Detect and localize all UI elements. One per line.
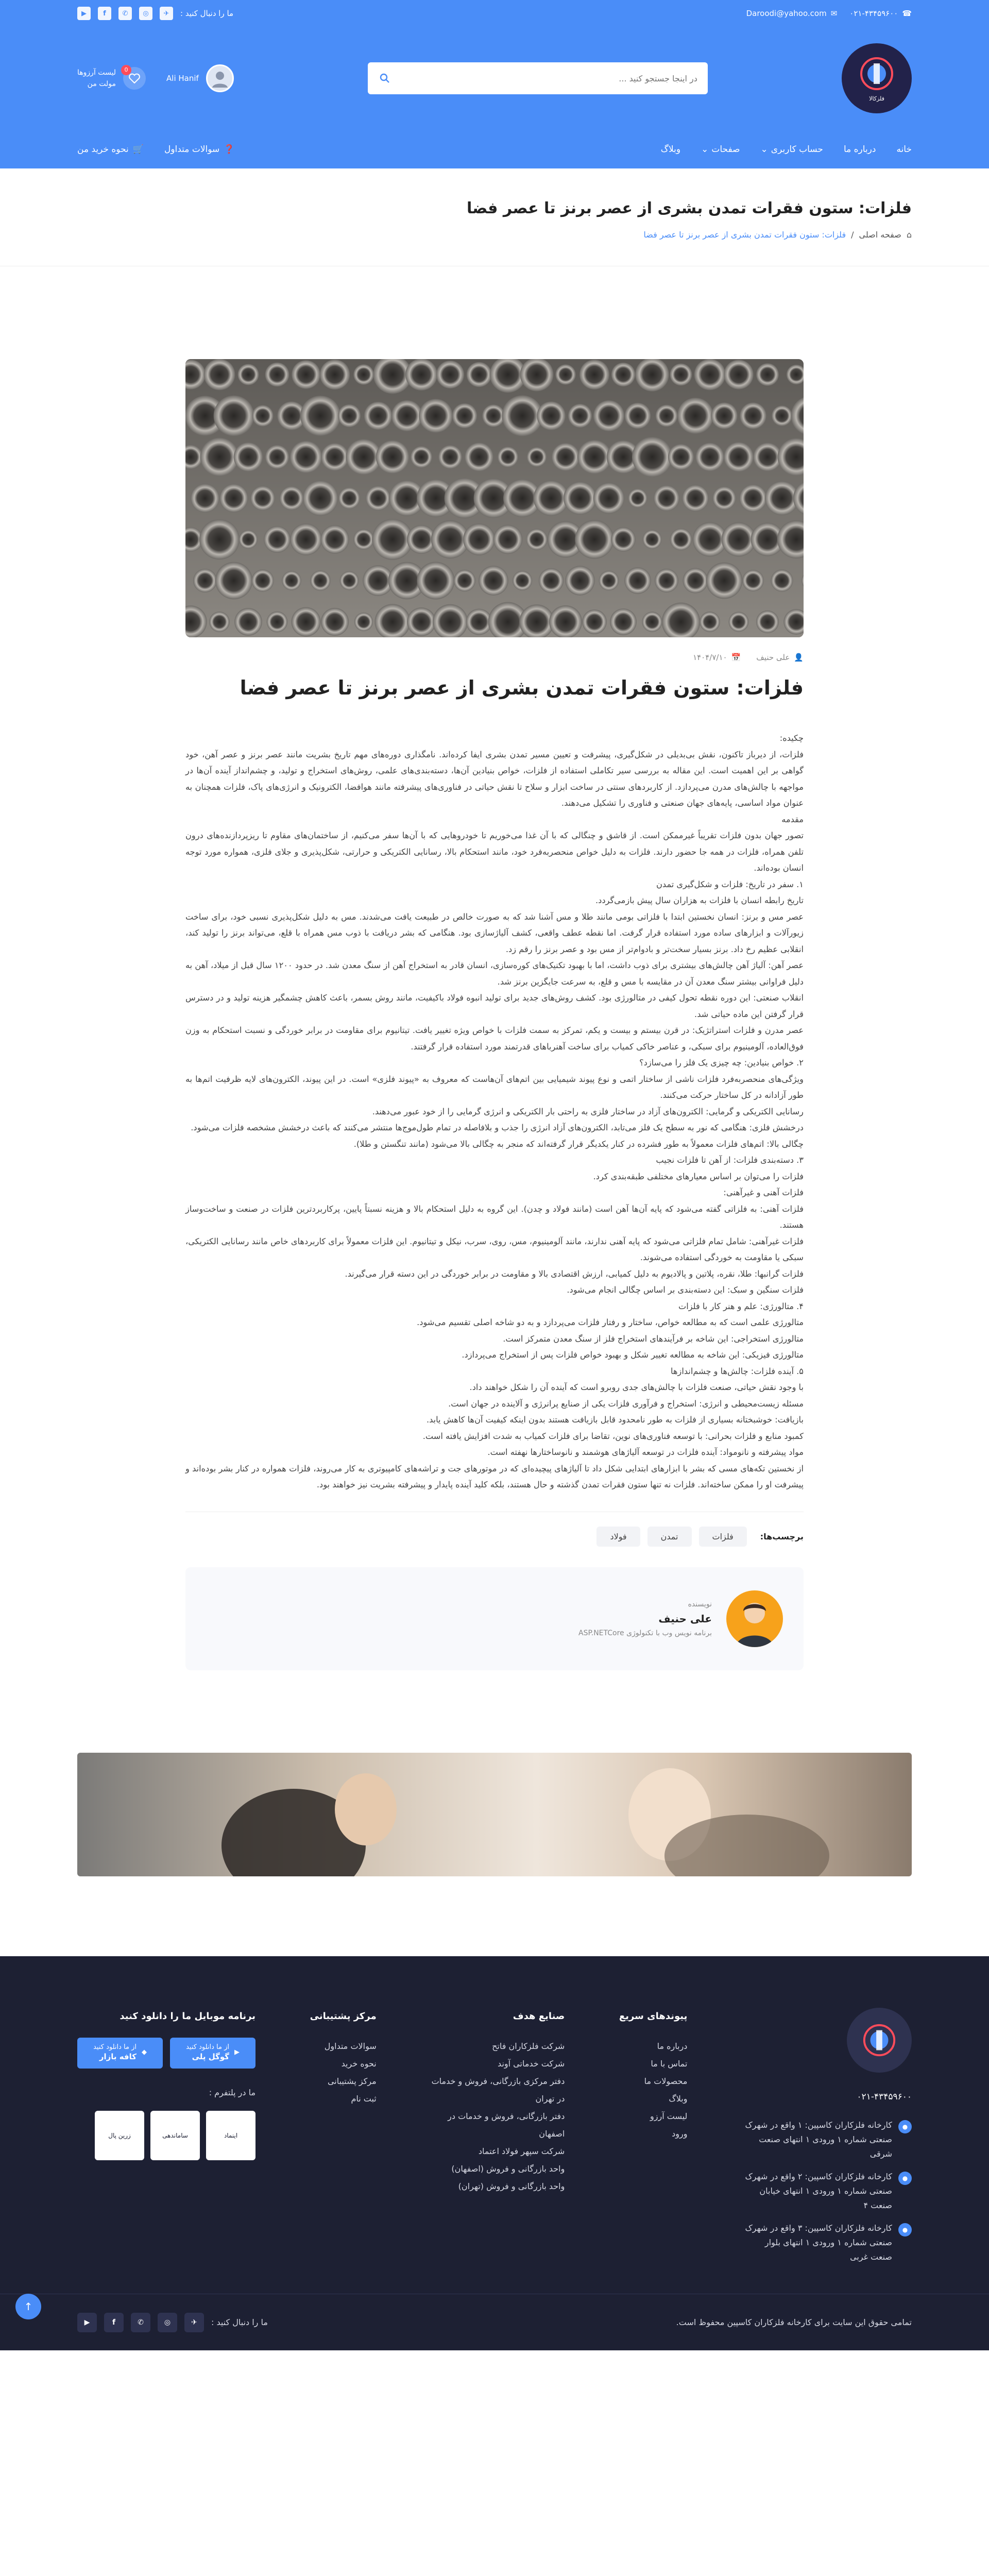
article-meta	[185, 653, 804, 662]
pipe-end	[338, 487, 360, 509]
location-icon: ●	[898, 2120, 912, 2133]
pipe-end	[191, 484, 219, 513]
footer-phone[interactable]: ۰۲۱-۴۳۴۵۹۶۰۰	[857, 2091, 912, 2102]
footer-link[interactable]: محصولات ما	[644, 2076, 688, 2086]
footer-support	[310, 2008, 377, 2273]
pipe-end	[463, 523, 495, 555]
footer-app-title: برنامه موبایل ما را دانلود کنید	[120, 2010, 256, 2022]
pipe-end	[655, 569, 678, 592]
article-paragraph: کمبود منابع و فلزات بحرانی: با توسعه فناوری‌های نوین، تقاضا برای فلزات کمیاب به شدت افزایش یافته است.	[422, 1431, 804, 1441]
pipe-end	[250, 486, 275, 511]
pipe-end	[354, 613, 373, 631]
article-date-text: ۱۴۰۴/۷/۱۰	[693, 653, 727, 662]
pipe-end	[695, 443, 724, 471]
article-paragraph: تصور جهان بدون فلزات تقریباً غیرممکن است. از قاشق و چنگالی که با آن غذا می‌خوریم تا خودروهایی که با آن‌ها سفر می‌کنیم، از ساختمان‌های مقاوم تا ریزپردازنده‌های درون تلفن همراه، فلزات در همه جا حضور دارند. فلزات به دلیل خواص منحصربه‌فرد خود، مانند استحکام بالا، رسانایی الکتریکی و حرارتی، شکل‌پذیری و جلای فلزی، همواره مورد توجه انسان بوده‌اند.	[185, 831, 804, 873]
footer-industry-title: صنایع هدف	[513, 2010, 565, 2022]
pipe-end	[610, 608, 637, 635]
article-paragraph: مسئله زیست‌محیطی و انرژی: استخراج و فرآوری فلزات یکی از صنایع پرانرژی و آلاینده در جهان است.	[448, 1398, 804, 1409]
nav-home[interactable]	[896, 144, 912, 155]
tag-item[interactable]: فولاد	[596, 1527, 640, 1547]
pipe-end	[479, 566, 508, 596]
pipe-end	[407, 607, 436, 636]
app-btn-big: کافه بازار	[99, 2052, 137, 2061]
chevron-down-icon: ⌄	[701, 144, 709, 155]
pipe-end	[290, 441, 322, 473]
logo-text: فلزکالا	[869, 95, 884, 102]
article-paragraph: فلزات سنگین و سبک: این دسته‌بندی بر اساس چگالی انجام می‌شود.	[567, 1285, 804, 1295]
article-paragraph: فلزات غیرآهنی: شامل تمام فلزاتی می‌شود که پایه آهنی ندارند، مانند آلومینیوم، مس، روی، سرب، نیکل و تیتانیوم. این فلزات معمولاً برای کاربردهای خاص مانند رسانایی الکتریکی، سبکی یا مقاومت به خوردگی استفاده می‌شوند.	[185, 1236, 804, 1262]
tag-item[interactable]: تمدن	[647, 1527, 692, 1547]
whatsapp-icon[interactable]: ✆	[131, 2313, 150, 2332]
youtube-icon[interactable]: ▶	[77, 7, 91, 20]
article-paragraph: فلزات آهنی: به فلزاتی گفته می‌شود که پایه آن‌ها آهن است (مانند فولاد و چدن). این گروه به دلیل استحکام بالا و هزینه نسبتاً پایین، پرکاربردترین فلزات در صنعت و ساخت‌وساز هستند.	[185, 1204, 804, 1230]
pipe-end	[264, 526, 291, 553]
footer-address	[742, 2170, 912, 2213]
pipe-end	[677, 398, 713, 434]
nav-faq[interactable]	[164, 144, 234, 155]
page-title: فلزات: ستون فقرات تمدن بشری از عصر برنز تا عصر فضا	[466, 199, 912, 217]
pipe-end	[582, 609, 607, 634]
wishlist[interactable]	[77, 67, 146, 90]
top-email[interactable]	[746, 9, 838, 18]
tags-label: برچسب‌ها:	[760, 1531, 804, 1541]
author-info	[578, 1600, 712, 1637]
pipe-end	[265, 363, 289, 387]
pipe-end	[654, 485, 679, 511]
pipe-end	[417, 562, 454, 599]
trust-badges	[77, 2111, 255, 2160]
instagram-icon[interactable]: ◎	[158, 2313, 177, 2332]
user-avatar	[206, 64, 234, 92]
pipe-end	[310, 570, 331, 591]
article-paragraph: ۴. متالورژی: علم و هنر کار با فلزات	[678, 1301, 804, 1311]
calendar-icon: 📅	[731, 653, 741, 662]
arrow-up-icon: ↑	[24, 2300, 33, 2313]
article-paragraph: متالورژی علمی است که به مطالعه خواص، ساختار و رفتار فلزات می‌پردازد و به دو شاخه اصلی تقسیم می‌شود.	[417, 1317, 804, 1327]
chevron-down-icon: ⌄	[760, 144, 768, 155]
nav-order[interactable]	[77, 144, 144, 155]
enamad-badge[interactable]: اینماد	[206, 2111, 255, 2160]
pipe-end	[526, 529, 548, 550]
tag-item[interactable]: فلزات	[699, 1527, 747, 1547]
footer-link[interactable]: مرکز پشتیبانی	[327, 2076, 377, 2086]
pipe-end	[465, 443, 493, 471]
pipe-end	[668, 444, 694, 470]
nav-about-label: درباره ما	[843, 144, 876, 155]
nav-account[interactable]	[761, 144, 823, 155]
footer-link[interactable]: وبلاگ	[669, 2093, 688, 2104]
pipe-end	[372, 519, 413, 560]
zarinpal-badge[interactable]: زرین پال	[95, 2111, 144, 2160]
article-paragraph: عصر آهن: آلیاژ آهن چالش‌های بیشتری برای ذوب داشت، اما با بهبود تکنیک‌های کوره‌سازی، انسان قادر به استخراج آهن از سنگ معدن شد. در حدود ۱۲۰۰ سال قبل از میلاد، آهن به دلیل فراوانی بیشتر سنگ معدن آن در مقایسه با مس و قلع، به سرعت جایگزین برنز شد.	[185, 960, 804, 987]
author-role: نویسنده	[688, 1600, 712, 1608]
footer-link[interactable]: واحد بازرگانی و فروش (اصفهان)	[451, 2163, 565, 2174]
pipe-end	[199, 519, 240, 560]
pipe-end	[739, 484, 766, 512]
instagram-icon[interactable]: ◎	[139, 7, 152, 20]
article-author[interactable]	[756, 653, 804, 662]
pipe-end	[300, 396, 340, 436]
pipe-end	[376, 440, 410, 474]
article-paragraph: چگالی بالا: اتم‌های فلزات معمولاً به طور فشرده در کنار یکدیگر قرار گرفته‌اند که منجر به چگالی بالا می‌شود (مانند تنگستن و طلا).	[353, 1139, 804, 1149]
mail-icon: ✉	[830, 9, 838, 18]
article-paragraph: انقلاب صنعتی: این دوره نقطه تحول کیفی در متالورژی بود. کشف روش‌های جدید برای تولید انبوه فولاد باکیفیت، مانند روش بسمر، باعث کاهش چشمگیر هزینه تولید و در دسترس قرار گرفتن این ماده حیاتی شد.	[185, 993, 804, 1019]
play-icon: ▶	[234, 2048, 240, 2057]
site-header	[0, 27, 989, 168]
pipe-end	[555, 364, 575, 384]
article-body	[185, 730, 804, 1493]
author-bio: برنامه نویس وب با تکنولوژی ASP.NETCore	[578, 1629, 712, 1637]
pipe-end	[682, 485, 709, 512]
nav-order-label: نحوه خرید من	[77, 144, 129, 155]
article-paragraph: ۱. سفر در تاریخ: فلزات و شکل‌گیری تمدن	[656, 879, 804, 889]
footer-link[interactable]: درباره ما	[657, 2041, 688, 2051]
cart-icon: 🛒	[132, 144, 144, 155]
wishlist-label: لیست آرزوها	[77, 68, 116, 77]
pipe-end	[753, 443, 781, 471]
article-paragraph: ۲. خواص بنیادین: چه چیزی یک فلز را می‌سازد؟	[639, 1058, 804, 1067]
article-paragraph: متالورژی فیزیکی: این شاخه به مطالعه تغییر شکل و بهبود خواص فلزات پس از استخراج می‌پردازد.	[462, 1350, 804, 1360]
pipe-end	[722, 522, 756, 557]
article-paragraph: عصر مس و برنز: انسان نخستین ابتدا با فلزاتی بومی مانند طلا و مس آشنا شد که به صورت خالص در طبیعت یافت می‌شدند. مس به دلیل شکل‌پذیری نسبی خود، برای ساخت زیورآلات و ابزارهای ساده مورد استفاده قرار گرفت. اما نقطه عطف واقعی، کشف آلیاژسازی بود. هنگامی که بشر دریافت با ذوب مس همراه با قلع، می‌تواند برنز را تولید کند، انقلابی عظیم رخ داد. برنز بسیار سخت‌تر و بادوام‌تر از مس بود و عصر برنز را رقم زد.	[185, 911, 804, 954]
pipe-end	[320, 525, 349, 553]
article-hero-image	[185, 359, 804, 637]
article-paragraph: مواد پیشرفته و نانومواد: آینده فلزات در توسعه آلیاژهای هوشمند و نانوساختارها نهفته است.	[487, 1447, 804, 1457]
site-footer	[0, 1956, 989, 2350]
header-actions	[77, 64, 234, 92]
pipe-end	[670, 529, 692, 551]
pipe-end	[549, 605, 582, 637]
footer-link[interactable]: واحد بازرگانی و فروش (تهران)	[458, 2181, 565, 2191]
pipe-end	[513, 571, 532, 590]
pipe-end	[405, 359, 437, 391]
nav-pages[interactable]	[701, 144, 740, 155]
nav-blog[interactable]	[661, 144, 680, 155]
pipe-end	[624, 567, 651, 594]
footer-link[interactable]: لیست آرزو	[650, 2111, 688, 2121]
pipe-end	[656, 405, 678, 427]
article-paragraph: عصر مدرن و فلزات استراتژیک: در قرن بیستم و بیست و یکم، تمرکز به سمت فلزات با خواص ویژه تغییر یافت. تیتانیوم برای مقاومت در برابر خوردگی و نسبت استحکام به وزن فوق‌العاده، آلومینیوم برای سبکی، و عناصر خاکی کمیاب برای ساخت آهنرباهای قدرتمند مورد استفاده قرار گرفتند.	[185, 1025, 804, 1052]
pipe-end	[452, 403, 477, 428]
footer-support-title: مرکز پشتیبانی	[310, 2010, 377, 2022]
pipe-end	[252, 405, 273, 426]
pipe-end	[520, 359, 554, 391]
pipe-end	[291, 607, 320, 636]
pipe-end	[438, 445, 462, 469]
pipe-end	[353, 364, 373, 384]
pipe-end	[214, 396, 254, 436]
pipe-end	[436, 361, 464, 388]
article-paragraph: متالورژی استخراجی: این شاخه بر فرآیندهای استخراج فلز از سنگ معدن متمرکز است.	[503, 1333, 804, 1344]
top-contact	[746, 9, 912, 18]
pipe-end	[712, 486, 736, 510]
pipe-end	[740, 402, 766, 429]
app-btn-big: گوگل پلی	[192, 2052, 229, 2061]
whatsapp-icon[interactable]: ✆	[118, 7, 132, 20]
article-paragraph: بازیافت: خوشبختانه بسیاری از فلزات به طور نامحدود قابل بازیافت هستند بدون اینکه کیفیت آن‌ها کاهش یابد.	[426, 1415, 804, 1425]
pipe-end	[552, 443, 579, 471]
location-icon: ●	[898, 2223, 912, 2236]
article-date	[693, 653, 741, 662]
page-header	[0, 168, 989, 266]
article-paragraph: فلزات، از دیرباز تاکنون، نقش بی‌بدیلی در شکل‌گیری، پیشرفت و تعیین مسیر تمدن بشری ایفا کرده‌اند. نامگذاری دوره‌های مهم تاریخ بشریت مانند عصر برنز و عصر آهن، خود گواهی بر این اهمیت است. این مقاله به بررسی سیر تکاملی استفاده از فلزات، خواص بنیادین آن‌ها، دسته‌بندی‌های علمی، روش‌های استخراج و تولید، و چشم‌انداز آینده آن‌ها در مواجهه با چالش‌های مدرن می‌پردازد. از کاربردهای سنتی در ساخت ابزار و سلاح تا نقش حیاتی در فناوری‌های پیشرفته مانند هوافضا، الکترونیک و انرژی‌های پاک، فلزات همچنان به عنوان مواد اساسی، پایه‌های جهان صنعتی و فناوری را تشکیل می‌دهند.	[185, 749, 804, 808]
pipe-end	[303, 481, 338, 516]
pipe-end	[467, 362, 492, 387]
author-avatar	[726, 1590, 783, 1647]
pipe-end	[565, 566, 594, 595]
pipe-end	[321, 443, 349, 471]
pipe-end	[527, 447, 547, 467]
footer-social	[77, 2313, 268, 2332]
pipe-end	[611, 363, 635, 386]
site-logo[interactable]	[842, 43, 912, 113]
top-phone[interactable]	[849, 9, 912, 18]
pipe-end	[611, 527, 636, 552]
banner-image	[77, 1753, 912, 1876]
metal-pipes-image	[185, 359, 804, 637]
article-author-name: علی حنیف	[756, 653, 790, 662]
cafe-bazaar-button[interactable]	[77, 2038, 163, 2069]
app-buttons	[77, 2038, 255, 2069]
pipe-end	[215, 562, 253, 600]
footer-follow-label: ما را دنبال کنید :	[211, 2317, 268, 2327]
article-paragraph: رسانایی الکتریکی و گرمایی: الکترون‌های آزاد در ساختار فلزی به راحتی بار الکتریکی و انرژی گرمایی را از خود عبور می‌دهند.	[372, 1106, 804, 1116]
footer-app	[77, 2008, 255, 2273]
pipe-end	[564, 482, 596, 515]
pipe-end	[391, 400, 422, 431]
author-box	[185, 1567, 804, 1670]
pipe-end	[280, 486, 303, 510]
footer-link[interactable]: نحوه خرید	[341, 2058, 377, 2069]
article-tags	[185, 1527, 804, 1547]
pipe-end	[706, 563, 743, 599]
nav-faq-label: سوالات متداول	[164, 144, 220, 155]
footer-link[interactable]: سوالات متداول	[324, 2041, 377, 2051]
article-title: فلزات: ستون فقرات تمدن بشری از عصر برنز تا عصر فضا	[240, 676, 804, 699]
pipe-end	[756, 611, 779, 633]
pipe-end	[724, 442, 754, 472]
footer-link[interactable]: شرکت فلزکاران فاتح	[492, 2041, 565, 2051]
footer-address	[742, 2221, 912, 2264]
youtube-icon[interactable]: ▶	[77, 2313, 97, 2332]
question-icon: ❓	[224, 144, 235, 155]
follow-label: ما را دنبال کنید :	[180, 9, 234, 18]
pipe-end	[251, 569, 274, 591]
pipe-end	[771, 569, 793, 591]
back-to-top-button[interactable]	[15, 2294, 41, 2319]
top-phone-text: ۰۲۱-۴۳۴۵۹۶۰۰	[849, 9, 898, 18]
facebook-icon[interactable]: f	[98, 7, 111, 20]
pipe-end	[579, 360, 609, 389]
article	[185, 266, 804, 1670]
author-illustration-icon	[726, 1590, 783, 1647]
pipe-end	[670, 364, 692, 386]
footer-link[interactable]: شرکت خدماتی آوند	[498, 2058, 565, 2069]
pipe-end	[537, 401, 566, 430]
author-name[interactable]: علی حنیف	[658, 1612, 712, 1625]
pipe-end	[694, 359, 726, 390]
pipe-end	[292, 360, 320, 389]
wishlist-count: 0	[121, 65, 131, 75]
footer-link[interactable]: ورود	[672, 2128, 688, 2139]
pipe-end	[575, 520, 613, 558]
article-paragraph: فلزات گرانبها: طلا، نقره، پلاتین و پالادیوم به دلیل کمیابی، ارزش اقتصادی بالا و مقاومت در برابر خوردگی در این دسته قرار می‌گیرند.	[345, 1268, 804, 1279]
article-paragraph: از نخستین تکه‌های مسی که بشر با ابزارهای ابتدایی شکل داد تا آلیاژهای پیچیده‌ای که در موتورهای جت و تراشه‌های کامپیوتری به کار می‌روند، فلزات همواره در کنار بشر بوده‌اند و پیشرفت او را ممکن ساخته‌اند. فلزات نه تنها ستون فقرات تمدن گذشته و حال هستند، بلکه کلید آینده پایدار و پیشرفته بشریت نیز خواهند بود.	[185, 1463, 804, 1489]
nav-blog-label: وبلاگ	[660, 144, 681, 155]
pipe-end	[502, 395, 542, 436]
pipe-end	[632, 437, 672, 477]
breadcrumb	[77, 230, 912, 240]
pipe-end	[728, 612, 748, 632]
top-email-text: Daroodi@yahoo.com	[746, 9, 827, 18]
search-input[interactable]	[399, 74, 697, 83]
pipe-end	[599, 571, 619, 591]
wishlist-sub: مولت من	[87, 80, 116, 88]
article-paragraph: تاریخ رابطه انسان با فلزات به هزاران سال پیش بازمی‌گردد.	[595, 895, 804, 905]
copyright-bar	[0, 2294, 989, 2350]
pipe-end	[577, 440, 611, 474]
facebook-icon[interactable]: f	[104, 2313, 124, 2332]
bag-icon: ◆	[142, 2048, 147, 2057]
pipe-end	[239, 530, 258, 549]
footer-link[interactable]: دفتر مرکزی بازرگانی، فروش و خدمات در تهران	[431, 2076, 565, 2104]
breadcrumb-separator: /	[851, 230, 854, 240]
user-account[interactable]	[166, 64, 234, 92]
pipe-end	[234, 608, 262, 636]
pipe-end	[219, 484, 248, 512]
footer-logo[interactable]	[847, 2008, 912, 2073]
phone-icon: ☎	[902, 9, 912, 18]
pipe-end	[340, 571, 359, 590]
pipe-end	[353, 529, 374, 550]
footer-quick-links	[619, 2008, 688, 2273]
heart-icon	[123, 67, 146, 90]
article-paragraph: مقدمه	[781, 814, 804, 824]
pipe-end	[628, 488, 647, 507]
search-icon[interactable]	[378, 72, 391, 85]
pipe-end	[482, 404, 504, 427]
nav-home-label: خانه	[896, 144, 912, 155]
pipe-end	[772, 405, 792, 426]
footer-contact	[742, 2008, 912, 2273]
pipe-end	[265, 445, 289, 469]
user-name: Ali Hanif	[166, 74, 199, 83]
footer-link[interactable]: ثبت نام	[351, 2093, 377, 2104]
pipe-end	[204, 359, 235, 390]
pipe-end	[338, 404, 361, 427]
pipe-end	[493, 525, 523, 554]
pipe-end	[193, 569, 217, 592]
pipe-end	[321, 608, 349, 636]
logo-mark-icon	[858, 55, 895, 92]
article-paragraph: فلزات را می‌توان بر اساس معیارهای مختلفی طبقه‌بندی کرد.	[593, 1171, 804, 1181]
pipe-end	[724, 360, 753, 389]
footer-address	[742, 2118, 912, 2161]
footer-link[interactable]: تماس با ما	[651, 2058, 688, 2069]
pipe-end	[366, 486, 390, 511]
pipe-end	[742, 570, 764, 591]
top-social	[77, 7, 233, 20]
home-icon: ⌂	[906, 230, 912, 240]
top-bar	[0, 0, 989, 27]
telegram-icon[interactable]: ✈	[184, 2313, 204, 2332]
pipe-end	[200, 438, 239, 477]
address-text: کارخانه فلزکاران کاسپین: ۳ واقع در شهرک صنعتی شماره ۱ ورودی ۱ انتهای بلوار صنعت غربی	[745, 2223, 892, 2262]
article-paragraph: ۳. دسته‌بندی فلزات: از آهن تا فلزات نجیب	[656, 1155, 804, 1165]
telegram-icon[interactable]: ✈	[160, 7, 173, 20]
pipe-end	[756, 363, 779, 386]
pipe-end	[642, 530, 661, 549]
pipe-end	[700, 612, 720, 632]
pipe-end	[642, 612, 662, 632]
article-paragraph: ویژگی‌های منحصربه‌فرد فلزات ناشی از ساختار اتمی و نوع پیوند شیمیایی بین اتم‌های آن‌هاست که معروف به «پیوند فلزی» است. در این پیوند، الکترون‌های لایه ظرفیت اتم‌ها به طور آزادانه در کل ساختار حرکت می‌کنند.	[185, 1074, 804, 1100]
article-paragraph: ۵. آینده فلزات: چالش‌ها و چشم‌اندازها	[671, 1366, 804, 1376]
app-btn-small: از ما دانلود کنید	[93, 2043, 137, 2052]
google-play-button[interactable]	[170, 2038, 255, 2069]
main-nav	[661, 144, 912, 155]
pipe-end	[364, 402, 392, 430]
pipe-end	[593, 400, 624, 431]
nav-about[interactable]	[844, 144, 876, 155]
pipe-end	[539, 568, 564, 593]
article-paragraph: با وجود نقش حیاتی، صنعت فلزات با چالش‌های جدی روبرو است که آینده آن را شکل خواهند داد.	[469, 1382, 804, 1392]
address-text: کارخانه فلزکاران کاسپین: ۱ واقع در شهرک صنعتی شماره ۱ ورودی ۱ انتهای صنعت شرقی	[745, 2120, 892, 2159]
breadcrumb-current: فلزات: ستون فقرات تمدن بشری از عصر برنز تا عصر فضا	[643, 230, 846, 240]
footer-link[interactable]: دفتر بازرگانی، فروش و خدمات در اصفهان	[448, 2111, 565, 2139]
article-paragraph: درخشش فلزی: هنگامی که نور به سطح یک فلز می‌تابد، الکترون‌های آزاد انرژی را جذب و بلافاصله در تمام طول‌موج‌ها منتشر می‌کنند که باعث درخشش مشخصه فلزات می‌شود.	[191, 1123, 804, 1132]
pipe-end	[320, 360, 350, 389]
samandehi-badge[interactable]: ساماندهی	[150, 2111, 200, 2160]
nav-account-label: حساب کاربری	[771, 144, 823, 155]
pipe-end	[711, 402, 737, 429]
pipe-end	[267, 612, 288, 633]
footer-quick-title: پیوندهای سریع	[619, 2010, 688, 2022]
trust-title: ما در پلتفرم :	[209, 2087, 256, 2097]
pipe-end	[683, 568, 708, 593]
footer-industries	[431, 2008, 565, 2273]
pipe-end	[625, 403, 651, 429]
logo-mark-icon	[861, 2022, 897, 2058]
pipe-end	[290, 523, 322, 555]
pipe-end	[209, 612, 230, 632]
pipe-end	[282, 571, 301, 590]
copyright-text: تمامی حقوق این سایت برای کارخانه فلزکاران کاسپین محفوظ است.	[676, 2317, 912, 2327]
article-paragraph: فلزات آهنی و غیرآهنی:	[723, 1188, 804, 1197]
user-icon	[210, 68, 230, 89]
article-paragraph: چکیده:	[779, 733, 804, 743]
pipe-end	[593, 483, 624, 514]
address-text: کارخانه فلزکاران کاسپین: ۲ واقع در شهرک صنعتی شماره ۱ ورودی ۱ انتهای خیابان صنعت ۴	[745, 2171, 892, 2210]
user-icon: 👤	[794, 653, 804, 662]
promo-banner[interactable]	[77, 1753, 912, 1876]
pipe-end	[234, 443, 263, 472]
pipe-end	[635, 359, 669, 392]
pipe-end	[568, 404, 592, 428]
search-bar	[368, 62, 708, 94]
pipe-end	[454, 570, 475, 591]
pipe-end	[498, 447, 518, 467]
pipe-end	[419, 399, 453, 433]
pipe-end	[237, 364, 259, 385]
app-btn-small: از ما دانلود کنید	[186, 2043, 229, 2052]
breadcrumb-home[interactable]: صفحه اصلی	[859, 230, 901, 240]
pipe-end	[411, 446, 432, 468]
nav-pages-label: صفحات	[711, 144, 740, 155]
location-icon: ●	[898, 2172, 912, 2185]
nav-secondary	[77, 144, 234, 155]
footer-link[interactable]: شرکت سپهر فولاد اعتماد	[478, 2146, 565, 2156]
